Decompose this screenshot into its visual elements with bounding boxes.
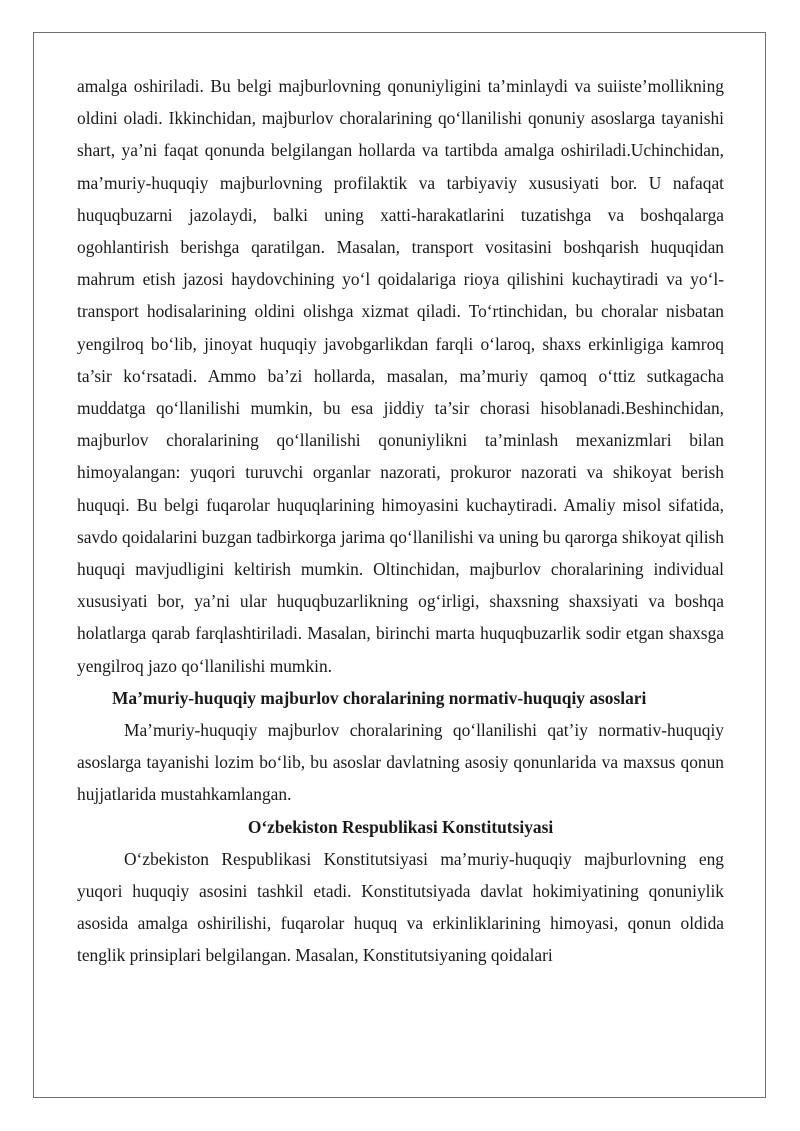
body-paragraph: Ma’muriy-huquqiy majburlov choralarining qo‘llanilishi qat’iy normativ-huquqiy asoslarga tayanishi lozim bo‘lib, bu asoslar davlatning asosiy qonunlarida va maxsus qonun hujjatlarida mustahkamlangan.	[77, 720, 724, 805]
subsection-heading: O‘zbekiston Respublikasi Konstitutsiyasi	[247, 816, 554, 837]
body-paragraph: amalga oshiriladi. Bu belgi majburlovning qonuniyligini ta’minlaydi va suiiste’mollikning oldini oladi. Ikkinchidan, majburlov choralarining qo‘llanilishi qonuniy asoslarga tayanishi shart, ya’ni faqat qonunda belgilangan hollarda va tartibda amalga oshiriladi.Uchinchidan, ma’muriy-huquqiy majburlovning profilaktik va tarbiyaviy xususiyati bor. U nafaqat huquqbuzarni jazolaydi, balki uning xatti-harakatlarini tuzatishga va boshqalarga ogohlantirish berishga qaratilgan. Masalan, transport vositasini boshqarish huquqidan mahrum etish jazosi haydovchining yo‘l qoidalariga rioya qilishini kuchaytiradi va yo‘l-transport hodisalarining oldini olishga xizmat qiladi. To‘rtinchidan, bu choralar nisbatan yengilroq bo‘lib, jinoyat huquqiy javobgarlikdan farqli o‘laroq, shaxs erkinligiga kamroq ta’sir ko‘rsatadi. Ammo ba’zi hollarda, masalan, ma’muriy qamoq o‘ttiz sutkagacha muddatga qo‘llanilishi mumkin, bu esa jiddiy ta’sir chorasi hisoblanadi.Beshinchidan, majburlov choralarining qo‘llanilishi qonuniylikni ta’minlash mexanizmlari bilan himoyalangan: yuqori turuvchi organlar nazorati, prokuror nazorati va shikoyat berish huquqi. Bu belgi fuqarolar huquqlarining himoyasini kuchaytiradi. Amaliy misol sifatida, savdo qoidalarini buzgan tadbirkorga jarima qo‘llanilishi va uning bu qarorga shikoyat qilish huquqi mavjudligini keltirish mumkin. Oltinchidan, majburlov choralarining individual xususiyati bor, ya’ni ular huquqbuzarlikning og‘irligi, shaxsning shaxsiyati va boshqa holatlarga qarab farqlashtiriladi. Masalan, birinchi marta huquqbuzarlik sodir etgan shaxsga yengilroq jazo qo‘llanilishi mumkin.	[77, 76, 724, 676]
document-body	[77, 70, 724, 972]
section-heading: Ma’muriy-huquqiy majburlov choralarining normativ-huquqiy asoslari	[112, 687, 647, 708]
body-paragraph: O‘zbekiston Respublikasi Konstitutsiyasi ma’muriy-huquqiy majburlovning eng yuqori huquqiy asosini tashkil etadi. Konstitutsiyada davlat hokimiyatining qonuniylik asosida amalga oshirilishi, fuqarolar huquq va erkinliklarining himoyasi, qonun oldida tenglik prinsiplari belgilangan. Masalan, Konstitutsiyaning qoidalari	[77, 848, 724, 966]
